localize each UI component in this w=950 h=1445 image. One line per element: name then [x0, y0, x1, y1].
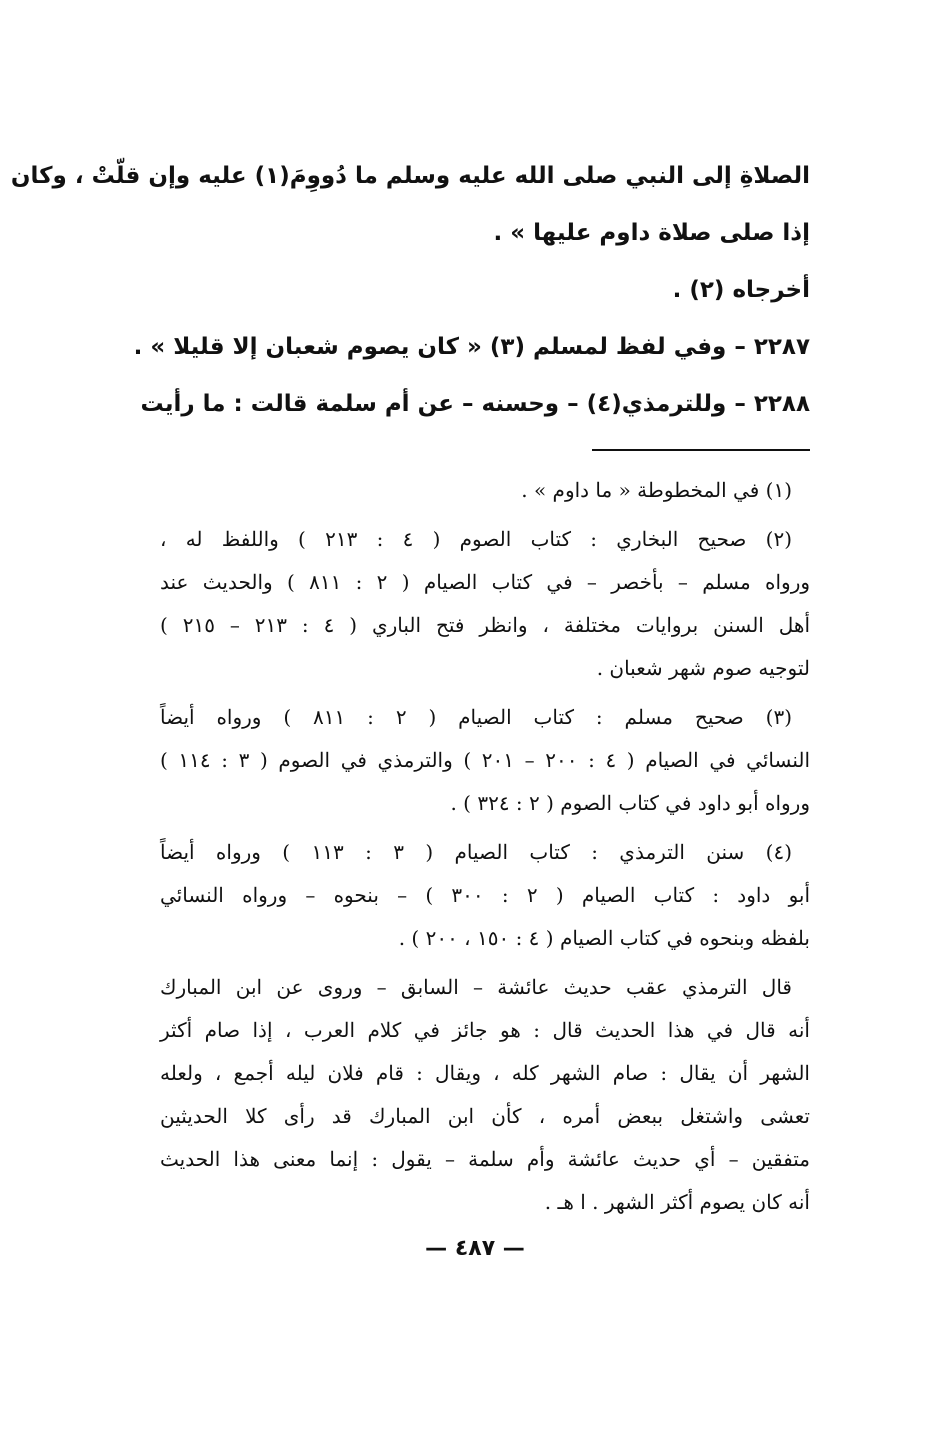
main-text-line: إذا صلى صلاة داوم عليها » .: [493, 220, 810, 246]
footnote-line: (١) في المخطوطة « ما داوم » .: [521, 478, 792, 502]
footnote-line: ورواه أبو داود في كتاب الصوم ( ٢ : ٣٢٤ ) .: [450, 791, 810, 815]
footnote-separator: [592, 449, 810, 451]
commentary-line: الشهر أن يقال : صام الشهر كله ، ويقال : قام فلان ليله أجمع ، ولعله: [160, 1061, 810, 1085]
commentary-line: تعشى واشتغل ببعض أمره ، كأن ابن المبارك قد رأى كلا الحديثين: [160, 1104, 810, 1128]
footnote-4: [160, 831, 810, 960]
commentary-line: أنه كان يصوم أكثر الشهر . ا هـ .: [544, 1190, 810, 1214]
commentary-line: قال الترمذي عقب حديث عائشة – السابق – وروى عن ابن المبارك: [160, 975, 792, 999]
page-number: — ٤٨٧ —: [425, 1236, 525, 1261]
commentary-line: أنه قال في هذا الحديث قال : هو جائز في كلام العرب ، إذا صام أكثر: [160, 1018, 810, 1042]
hadith-2288: ٢٢٨٨ – وللترمذي(٤) – وحسنه – عن أم سلمة قالت : ما رأيت: [140, 391, 810, 417]
commentary-line: متفقين – أي حديث عائشة وأم سلمة – يقول : إنما معنى هذا الحديث: [160, 1147, 810, 1171]
hadith-2287: ٢٢٨٧ – وفي لفظ لمسلم (٣) « كان يصوم شعبان إلا قليلا » .: [133, 334, 810, 360]
footnote-line: (٢) صحيح البخاري : كتاب الصوم ( ٤ : ٢١٣ ) واللفظ له ،: [160, 527, 792, 551]
footnote-line: (٣) صحيح مسلم : كتاب الصيام ( ٢ : ٨١١ ) ورواه أيضاً: [160, 705, 793, 729]
footnote-line: لتوجيه صوم شهر شعبان .: [596, 656, 810, 680]
footnote-line: (٤) سنن الترمذي : كتاب الصيام ( ٣ : ١١٣ ) ورواه أيضاً: [160, 840, 793, 864]
main-text-line: أخرجاه (٢) .: [672, 277, 810, 303]
footnote-line: أبو داود : كتاب الصيام ( ٢ : ٣٠٠ ) – بنحوه – ورواه النسائي: [160, 883, 811, 907]
footnote-line: بلفظه وبنحوه في كتاب الصيام ( ٤ : ١٥٠ ، ٢٠٠ ) .: [398, 926, 810, 950]
main-text-line: الصلاةِ إلى النبي صلى الله عليه وسلم ما دُووِمَ(١) عليه وإن قلّتْ ، وكان: [10, 163, 810, 189]
commentary: [160, 966, 810, 1224]
footnote-line: ورواه مسلم – بأخصر – في كتاب الصيام ( ٢ : ٨١١ ) والحديث عند: [160, 570, 811, 594]
footnote-line: أهل السنن بروايات مختلفة ، وانظر فتح الباري ( ٤ : ٢١٣ – ٢١٥ ): [160, 613, 811, 637]
footnote-1: [160, 469, 810, 512]
footnote-line: النسائي في الصيام ( ٤ : ٢٠٠ – ٢٠١ ) والترمذي في الصوم ( ٣ : ١١٤ ): [160, 748, 811, 772]
footnote-2: [160, 518, 810, 690]
main-text: [10, 148, 810, 433]
page-body: [10, 148, 811, 1224]
footnotes: [160, 469, 810, 960]
footnote-3: [160, 696, 810, 825]
